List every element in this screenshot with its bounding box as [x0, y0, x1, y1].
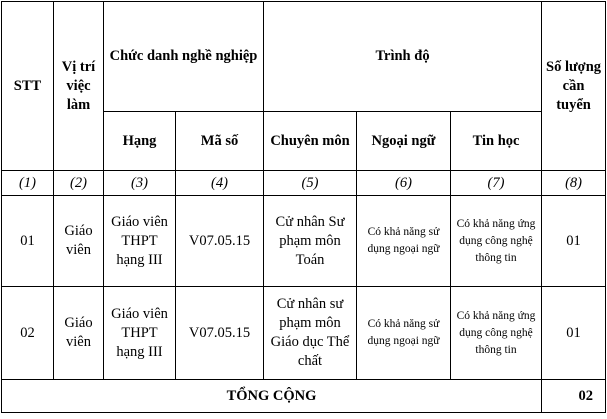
header-title-group: Chức danh nghề nghiệp — [104, 2, 264, 112]
header-stt: STT — [2, 2, 54, 171]
cell-position: Giáo viên — [54, 287, 104, 380]
column-number: (7) — [451, 171, 542, 196]
column-number: (4) — [176, 171, 264, 196]
cell-quantity: 01 — [542, 196, 606, 287]
column-number: (8) — [542, 171, 606, 196]
header-quantity: Số lượng cần tuyển — [542, 2, 606, 171]
column-number: (6) — [357, 171, 451, 196]
header-row-top — [2, 2, 606, 112]
cell-informatics: Có khả năng ứng dụng công nghệ thông tin — [451, 196, 542, 287]
header-specialty: Chuyên môn — [264, 112, 357, 171]
cell-position: Giáo viên — [54, 196, 104, 287]
header-informatics: Tin học — [451, 112, 542, 171]
column-number-row — [2, 171, 606, 196]
cell-quantity: 01 — [542, 287, 606, 380]
cell-specialty: Cử nhân sư phạm môn Giáo dục Thể chất — [264, 287, 357, 380]
cell-rank: Giáo viên THPT hạng III — [104, 196, 176, 287]
table-row — [2, 196, 606, 287]
cell-stt: 01 — [2, 196, 54, 287]
column-number: (5) — [264, 171, 357, 196]
cell-code: V07.05.15 — [176, 196, 264, 287]
total-label: TỔNG CỘNG — [2, 380, 542, 413]
column-number: (3) — [104, 171, 176, 196]
cell-foreign-language: Có khả năng sử dụng ngoại ngữ — [357, 287, 451, 380]
cell-foreign-language: Có khả năng sử dụng ngoại ngữ — [357, 196, 451, 287]
column-number: (2) — [54, 171, 104, 196]
total-row — [2, 380, 606, 413]
recruitment-table — [1, 1, 606, 413]
header-rank: Hạng — [104, 112, 176, 171]
cell-informatics: Có khả năng ứng dụng công nghệ thông tin — [451, 287, 542, 380]
header-foreign-language: Ngoại ngữ — [357, 112, 451, 171]
header-position: Vị trí việc làm — [54, 2, 104, 171]
header-code: Mã số — [176, 112, 264, 171]
table-row — [2, 287, 606, 380]
column-number: (1) — [2, 171, 54, 196]
cell-stt: 02 — [2, 287, 54, 380]
cell-specialty: Cử nhân Sư phạm môn Toán — [264, 196, 357, 287]
header-level-group: Trình độ — [264, 2, 542, 112]
cell-rank: Giáo viên THPT hạng III — [104, 287, 176, 380]
total-value: 02 — [542, 380, 606, 413]
cell-code: V07.05.15 — [176, 287, 264, 380]
